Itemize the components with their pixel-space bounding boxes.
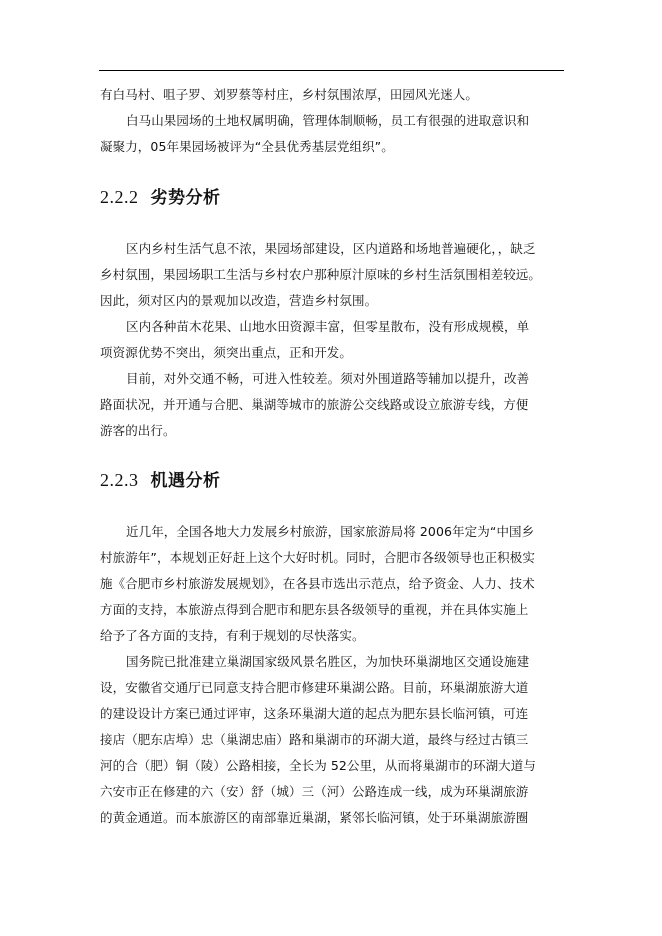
text-line: 区内乡村生活气息不浓，果园场部建设，区内道路和场地普遍硬化，，缺乏: [126, 241, 536, 256]
paragraph-weakness-2: [100, 314, 564, 366]
text-line: 目前，对外交通不畅，可进入性较差。须对外围道路等辅加以提升，改善: [126, 371, 530, 386]
section-heading-weakness: [100, 185, 564, 210]
text-line: 的建设设计方案已通过评审，这条环巢湖大道的起点为肥东县长临河镇，可连: [100, 706, 529, 721]
section-number: 2.2.3: [100, 470, 139, 490]
text-line: 六安市正在修建的六（安）舒（城）三（河）公路连成一线，成为环巢湖旅游: [100, 784, 529, 799]
text-line: 项资源优势不突出，须突出重点，正和开发。: [100, 345, 353, 360]
header-rule: [99, 70, 564, 71]
section-title: 机遇分析: [150, 471, 221, 491]
text-line: 施《合肥市乡村旅游发展规划》，在各县市选出示范点，给予资金、人力、技术: [100, 576, 535, 591]
paragraph-opportunity-2: [100, 649, 564, 831]
text-line: 河的合（肥）铜（陵）公路相接，全长为 52公里，从而将巢湖市的环湖大道与: [100, 758, 536, 773]
section-number: 2.2.2: [100, 187, 139, 207]
text-line: 村旅游年”，本规划正好赶上这个大好时机。同时，合肥市各级领导也正积极实: [100, 550, 535, 565]
text-line: 有白马村、咀子罗、刘罗蔡等村庄，乡村氛围浓厚，田园风光迷人。: [100, 87, 479, 102]
paragraph-weakness-3: [100, 366, 564, 444]
paragraph-management: [100, 108, 564, 160]
text-line: 凝聚力，05年果园场被评为“全县优秀基层党组织”。: [100, 139, 394, 154]
section-title: 劣势分析: [150, 188, 221, 208]
paragraph-fragment: [100, 82, 564, 108]
text-line: 路面状况，并开通与合肥、巢湖等城市的旅游公交线路或设立旅游专线，方便: [100, 397, 529, 412]
text-line: 的黄金通道。而本旅游区的南部靠近巢湖，紧邻长临河镇，处于环巢湖旅游圈: [100, 810, 529, 825]
text-line: 白马山果园场的土地权属明确，管理体制顺畅，员工有很强的进取意识和: [126, 113, 530, 128]
text-line: 乡村氛围，果园场职工生活与乡村农户那种原汁原味的乡村生活氛围相差较远。: [100, 267, 542, 282]
text-line: 设，安徽省交通厅已同意支持合肥市修建环巢湖公路。目前，环巢湖旅游大道: [100, 680, 529, 695]
text-line: 因此，须对区内的景观加以改造，营造乡村氛围。: [100, 293, 378, 308]
text-line: 国务院已批准建立巢湖国家级风景名胜区，为加快环巢湖地区交通设施建: [126, 654, 530, 669]
text-line: 方面的支持，本旅游点得到合肥市和肥东县各级领导的重视，并在具体实施上: [100, 602, 529, 617]
text-line: 游客的出行。: [100, 423, 176, 438]
text-line: 区内各种苗木花果、山地水田资源丰富，但零星散布，没有形成规模，单: [126, 319, 530, 334]
text-line: 给予了各方面的支持，有利于规划的尽快落实。: [100, 628, 365, 643]
text-line: 接店（肥东店埠）忠（巢湖忠庙）路和巢湖市的环湖大道，最终与经过古镇三: [100, 732, 529, 747]
section-heading-opportunity: [100, 468, 564, 493]
paragraph-opportunity-1: [100, 519, 564, 649]
paragraph-weakness-1: [100, 236, 564, 314]
text-line: 近几年，全国各地大力发展乡村旅游，国家旅游局将 2006年定为“中国乡: [126, 524, 535, 539]
document-body: [100, 82, 564, 831]
